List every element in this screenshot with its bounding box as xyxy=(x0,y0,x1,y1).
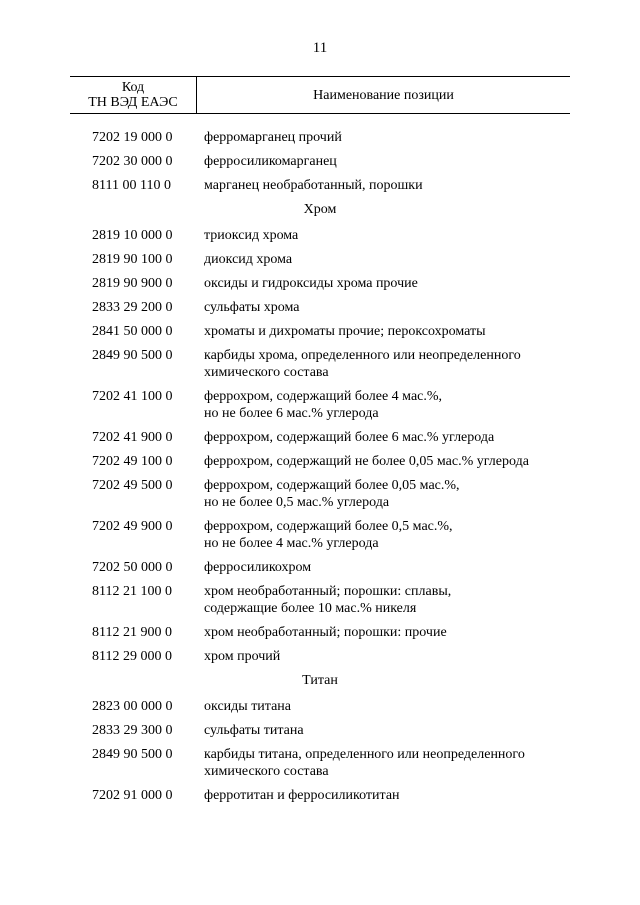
position-name-line: феррохром, содержащий не более 0,05 мас.% углерода xyxy=(204,454,529,469)
position-name-line: оксиды титана xyxy=(204,699,292,714)
position-name-line: хром необработанный; порошки: прочие xyxy=(204,625,447,640)
position-name-line: феррохром, содержащий более 0,5 мас.%, xyxy=(204,519,453,534)
table-header-code-line2: ТН ВЭД ЕАЭС xyxy=(88,95,178,110)
table-row xyxy=(0,746,640,780)
position-name xyxy=(204,323,574,340)
position-name xyxy=(204,518,574,552)
position-name xyxy=(204,648,574,665)
position-name xyxy=(204,477,574,511)
position-name-line: оксиды и гидроксиды хрома прочие xyxy=(204,276,418,291)
tnved-code: 2823 00 000 0 xyxy=(92,699,173,714)
tnved-code: 2819 90 900 0 xyxy=(92,276,173,291)
tnved-code: 8112 21 900 0 xyxy=(92,625,172,640)
position-name xyxy=(204,746,574,780)
tnved-code: 2833 29 200 0 xyxy=(92,300,173,315)
table-header-code xyxy=(70,80,196,110)
table-row xyxy=(0,299,640,316)
position-name-line: сульфаты титана xyxy=(204,723,304,738)
table-row xyxy=(0,453,640,470)
table-row xyxy=(0,787,640,804)
position-name xyxy=(204,153,574,170)
table-row xyxy=(0,722,640,739)
tnved-code: 2833 29 300 0 xyxy=(92,723,173,738)
table-row xyxy=(0,129,640,146)
position-name-line: химического состава xyxy=(204,764,329,779)
position-name-line: ферросиликохром xyxy=(204,560,312,575)
tnved-code: 7202 91 000 0 xyxy=(92,788,173,803)
table-row xyxy=(0,177,640,194)
tnved-code: 2819 90 100 0 xyxy=(92,252,173,267)
table-row xyxy=(0,698,640,715)
position-name-line: ферротитан и ферросиликотитан xyxy=(204,788,400,803)
section-heading: Титан xyxy=(302,673,338,688)
tnved-code: 2819 10 000 0 xyxy=(92,228,173,243)
position-name-line: феррохром, содержащий более 4 мас.%, xyxy=(204,389,443,404)
position-name-line: ферросиликомарганец xyxy=(204,154,337,169)
position-name-line: но не более 4 мас.% углерода xyxy=(204,536,379,551)
position-name xyxy=(204,429,574,446)
tnved-code: 8111 00 110 0 xyxy=(92,178,171,193)
table-row xyxy=(0,275,640,292)
table-row xyxy=(0,347,640,381)
position-name xyxy=(204,787,574,804)
position-name xyxy=(204,583,574,617)
tnved-code: 7202 49 900 0 xyxy=(92,519,173,534)
position-name xyxy=(204,299,574,316)
position-name xyxy=(204,624,574,641)
position-name xyxy=(204,698,574,715)
position-name xyxy=(204,275,574,292)
position-name xyxy=(204,129,574,146)
position-name-line: марганец необработанный, порошки xyxy=(204,178,423,193)
table-row xyxy=(0,583,640,617)
tnved-code: 7202 41 900 0 xyxy=(92,430,173,445)
tnved-code: 7202 49 100 0 xyxy=(92,454,173,469)
table-row xyxy=(0,429,640,446)
position-name-line: карбиды титана, определенного или неопределенного xyxy=(204,747,525,762)
table-row xyxy=(0,624,640,641)
position-name-line: хроматы и дихроматы прочие; пероксохроматы xyxy=(204,324,486,339)
table-row xyxy=(0,227,640,244)
position-name xyxy=(204,559,574,576)
position-name xyxy=(204,251,574,268)
position-name xyxy=(204,722,574,739)
position-name-line: хром необработанный; порошки: сплавы, xyxy=(204,584,452,599)
position-name xyxy=(204,388,574,422)
position-name-line: содержащие более 10 мас.% никеля xyxy=(204,601,417,616)
position-name-line: хром прочий xyxy=(204,649,281,664)
tnved-code: 7202 30 000 0 xyxy=(92,154,173,169)
tnved-code: 2849 90 500 0 xyxy=(92,348,173,363)
position-name xyxy=(204,227,574,244)
table-row xyxy=(0,153,640,170)
table-header-name: Наименование позиции xyxy=(313,88,454,103)
table-row xyxy=(0,251,640,268)
section-heading: Хром xyxy=(303,202,337,217)
position-name xyxy=(204,347,574,381)
position-name-line: диоксид хрома xyxy=(204,252,293,267)
position-name-line: ферромарганец прочий xyxy=(204,130,342,145)
table-header-bottom-rule xyxy=(70,113,570,114)
table-row xyxy=(0,648,640,665)
position-name xyxy=(204,177,574,194)
position-name-line: но не более 0,5 мас.% углерода xyxy=(204,495,390,510)
table-body xyxy=(0,129,640,811)
table-header-top-rule xyxy=(70,76,570,77)
tnved-code: 2849 90 500 0 xyxy=(92,747,173,762)
table-row xyxy=(0,559,640,576)
table-row xyxy=(0,388,640,422)
position-name-line: карбиды хрома, определенного или неопределенного xyxy=(204,348,521,363)
table-row xyxy=(0,518,640,552)
position-name-line: феррохром, содержащий более 6 мас.% углерода xyxy=(204,430,495,445)
tnved-code: 7202 19 000 0 xyxy=(92,130,173,145)
position-name-line: но не более 6 мас.% углерода xyxy=(204,406,379,421)
tnved-code: 8112 29 000 0 xyxy=(92,649,172,664)
table-header-code-line1: Код xyxy=(121,80,145,95)
tnved-code: 2841 50 000 0 xyxy=(92,324,173,339)
tnved-code: 7202 49 500 0 xyxy=(92,478,173,493)
position-name xyxy=(204,453,574,470)
tnved-code: 7202 41 100 0 xyxy=(92,389,173,404)
position-name-line: химического состава xyxy=(204,365,329,380)
tnved-code: 8112 21 100 0 xyxy=(92,584,172,599)
table-row xyxy=(0,323,640,340)
position-name-line: сульфаты хрома xyxy=(204,300,300,315)
table-row xyxy=(0,477,640,511)
position-name-line: феррохром, содержащий более 0,05 мас.%, xyxy=(204,478,460,493)
tnved-code: 7202 50 000 0 xyxy=(92,560,173,575)
position-name-line: триоксид хрома xyxy=(204,228,299,243)
page-number: 11 xyxy=(312,40,328,56)
